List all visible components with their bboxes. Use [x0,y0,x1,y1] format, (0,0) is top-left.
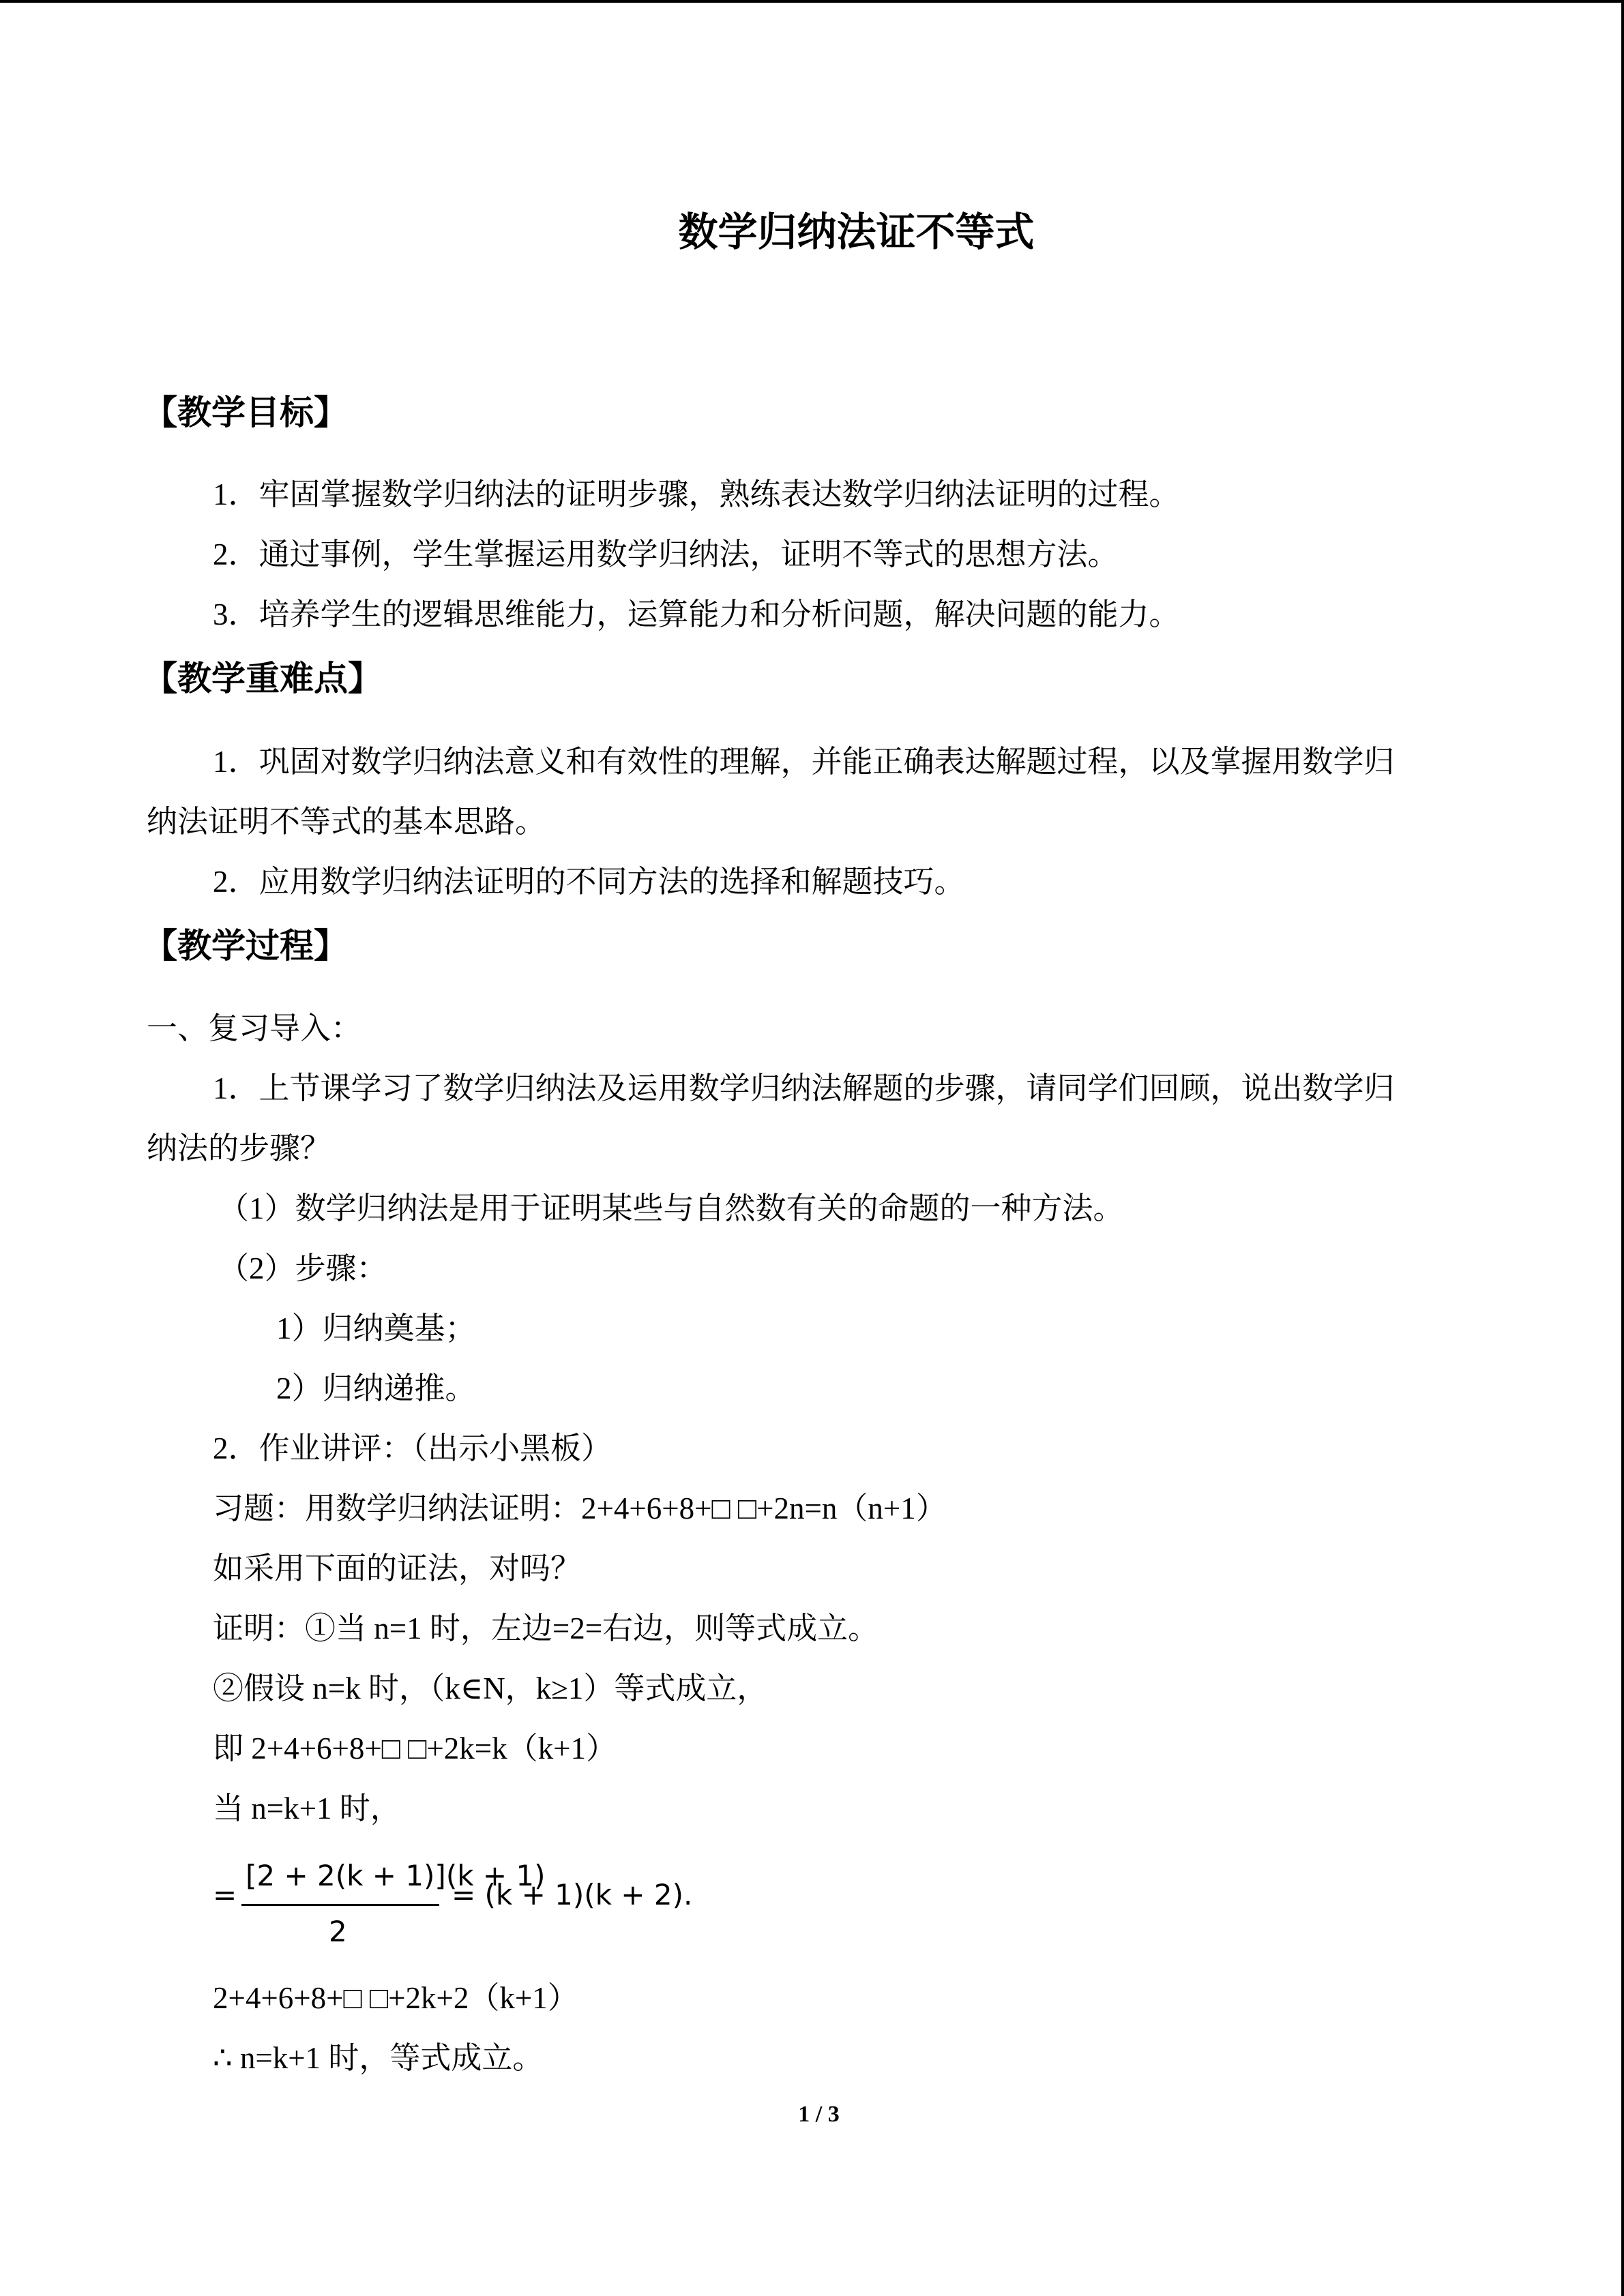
right-border [1621,0,1624,2296]
goal-item-2: 2．通过事例，学生掌握运用数学归纳法，证明不等式的思想方法。 [213,537,1119,571]
process-line-11: 证明：①当 n=1 时，左边=2=右边，则等式成立。 [213,1611,879,1645]
process-line-8: 2．作业讲评：（出示小黑板） [213,1431,612,1465]
page-title: 数学归纳法证不等式 [678,209,1035,255]
fraction-formula [213,1847,731,1949]
formula-equals: = [213,1878,237,1911]
process-line-10: 如采用下面的证法，对吗？ [213,1551,582,1585]
process-line-3: 纳法的步骤？ [147,1131,331,1165]
page-number: 1 / 3 [798,2102,840,2127]
process-after-line-2: ∴ n=k+1 时，等式成立。 [213,2041,544,2075]
heading-process: 【教学过程】 [143,926,348,966]
process-line-1: 一、复习导入： [147,1011,362,1045]
key-point-1-cont: 纳法证明不等式的基本思路。 [147,805,546,839]
process-line-14: 当 n=k+1 时， [213,1791,401,1825]
process-line-5: （2）步骤： [218,1251,387,1285]
process-line-7: 2）归纳递推。 [276,1371,476,1405]
process-line-2: 1．上节课学习了数学归纳法及运用数学归纳法解题的步骤，请同学们回顾，说出数学归 [213,1071,1395,1105]
fraction-bar [241,1904,439,1906]
process-line-9: 习题：用数学归纳法证明：2+4+6+8+□ □+2n=n（n+1） [213,1491,947,1525]
top-border [0,0,1624,3]
formula-numerator: [2 + 2(k + 1)](k + 1) [246,1859,546,1892]
heading-goals: 【教学目标】 [143,393,348,432]
goal-item-3: 3．培养学生的逻辑思维能力，运算能力和分析问题，解决问题的能力。 [213,597,1180,631]
process-line-13: 即 2+4+6+8+□ □+2k=k（k+1） [213,1731,617,1765]
formula-rhs: = (k + 1)(k + 2). [452,1878,693,1911]
heading-key-points: 【教学重难点】 [143,659,382,698]
process-line-12: ②假设 n=k 时，（k∈N，k≥1）等式成立， [213,1671,768,1705]
process-line-4: （1）数学归纳法是用于证明某些与自然数有关的命题的一种方法。 [218,1191,1124,1225]
process-after-line-1: 2+4+6+8+□ □+2k+2（k+1） [213,1981,578,2015]
formula-denominator: 2 [329,1915,347,1948]
key-point-1: 1．巩固对数学归纳法意义和有效性的理解，并能正确表达解题过程，以及掌握用数学归 [213,745,1395,779]
process-line-6: 1）归纳奠基； [276,1311,476,1345]
key-point-2: 2．应用数学归纳法证明的不同方法的选择和解题技巧。 [213,865,965,899]
goal-item-1: 1．牢固掌握数学归纳法的证明步骤，熟练表达数学归纳法证明的过程。 [213,477,1180,511]
